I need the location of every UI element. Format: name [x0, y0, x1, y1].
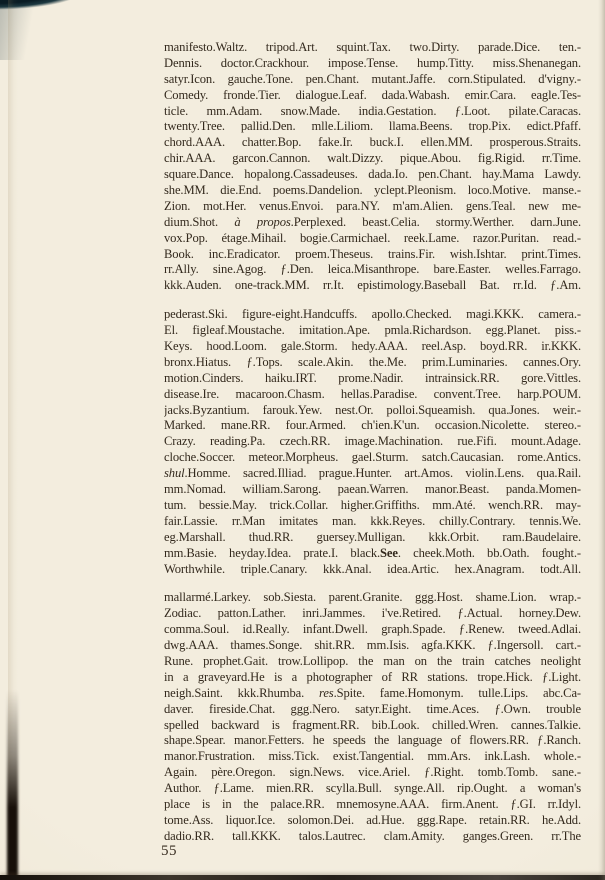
text-line: Crazy. reading.Pa. czech.RR. image.Machination. rue.Fifi. mount.Adage. — [164, 434, 581, 449]
text-line: Zion. mot.Her. venus.Envoi. para.NY. m'am.Alien. gens.Teal. new me- — [164, 198, 581, 213]
text-line: motion.Cinders. haiku.IRT. prome.Nadir. intrainsick.RR. gore.Vittles. — [164, 370, 581, 385]
text-line: jacks.Byzantium. farouk.Yew. nest.Or. polloi.Squeamish. qua.Jones. weir.- — [164, 402, 581, 417]
paragraph — [164, 590, 581, 844]
text-line: neigh.Saint. kkk.Rhumba. res.Spite. fame.Homonym. tulle.Lips. abc.Ca- — [164, 685, 581, 700]
text-line: twenty.Tree. pallid.Den. mlle.Liliom. llama.Beens. trop.Pix. edict.Pfaff. — [164, 119, 581, 134]
text-line: manifesto.Waltz. tripod.Art. squint.Tax. two.Dirty. parade.Dice. ten.- — [164, 40, 581, 54]
paragraph — [164, 40, 581, 294]
text-line: Zodiac. patton.Lather. inri.Jammes. i've.Retired. ƒ.Actual. horney.Dew. — [164, 606, 581, 621]
text-line: dwg.AAA. thames.Songe. shit.RR. mm.Isis. agfa.KKK. ƒ.Ingersoll. cart.- — [164, 638, 581, 653]
text-line: mm.Nomad. william.Sarong. paean.Warren. manor.Beast. panda.Momen- — [164, 482, 581, 497]
text-line: place is in the palace.RR. mnemosyne.AAA. firm.Anent. ƒ.GI. rr.Idyl. — [164, 796, 581, 811]
paragraph — [164, 307, 581, 577]
text-column — [164, 40, 581, 845]
text-line: chir.AAA. garcon.Cannon. walt.Dizzy. pique.Abou. fig.Rigid. rr.Time. — [164, 151, 581, 166]
text-line: she.MM. die.End. poems.Dandelion. yclept.Pleonism. loco.Motive. manse.- — [164, 183, 581, 198]
page-crease-shadow — [8, 0, 18, 880]
text-line: Again. père.Oregon. sign.News. vice.Ariel. ƒ.Right. tomb.Tomb. sane.- — [164, 765, 581, 780]
page-number: 55 — [161, 843, 177, 859]
text-line: mm.Basie. heyday.Idea. prate.I. black.See. cheek.Moth. bb.Oath. fought.- — [164, 545, 581, 560]
page-bottom-edge — [0, 875, 605, 880]
text-line: disease.Ire. macaroon.Chasm. hellas.Paradise. convent.Tree. harp.POUM. — [164, 386, 581, 401]
text-line: rr.Ally. sine.Agog. ƒ.Den. leica.Misanthrope. bare.Easter. welles.Farrago. — [164, 262, 581, 277]
text-line: bronx.Hiatus. ƒ.Tops. scale.Akin. the.Me. prim.Luminaries. cannes.Ory. — [164, 354, 581, 369]
text-line: manor.Frustration. miss.Tick. exist.Tangential. mm.Ars. ink.Lash. whole.- — [164, 749, 581, 764]
text-line: pederast.Ski. figure-eight.Handcuffs. apollo.Checked. magi.KKK. camera.- — [164, 307, 581, 322]
text-line: Dennis. doctor.Crackhour. impose.Tense. hump.Titty. miss.Shenanegan. — [164, 55, 581, 70]
text-line: Worthwhile. triple.Canary. kkk.Anal. idea.Artic. hex.Anagram. todt.All. — [164, 561, 581, 576]
text-line: Marked. mane.RR. four.Armed. ch'ien.K'un. occasion.Nicolette. stereo.- — [164, 418, 581, 433]
text-line: daver. fireside.Chat. ggg.Nero. satyr.Eight. time.Aces. ƒ.Own. trouble — [164, 701, 581, 716]
text-line: Keys. hood.Loom. gale.Storm. hedy.AAA. reel.Asp. boyd.RR. ir.KKK. — [164, 339, 581, 354]
text-line: Comedy. fronde.Tier. dialogue.Leaf. dada.Wabash. emir.Cara. eagle.Tes- — [164, 87, 581, 102]
text-line: ticle. mm.Adam. snow.Made. india.Gestation. ƒ.Loot. pilate.Caracas. — [164, 103, 581, 118]
text-line: mallarmé.Larkey. sob.Siesta. parent.Granite. ggg.Host. shame.Lion. wrap.- — [164, 590, 581, 605]
text-line: shape.Spear. manor.Fetters. he speeds the language of flowers.RR. ƒ.Ranch. — [164, 733, 581, 748]
text-line: square.Dance. hopalong.Cassadeuses. dada.Io. pen.Chant. hay.Mama Lawdy. — [164, 167, 581, 182]
text-line: spelled backward is fragment.RR. bib.Look. chilled.Wren. cannes.Talkie. — [164, 717, 581, 732]
text-line: shul.Homme. sacred.Illiad. prague.Hunter. art.Amos. violin.Lens. qua.Rail. — [164, 466, 581, 481]
text-line: dium.Shot. à propos.Perplexed. beast.Celia. stormy.Werther. darn.June. — [164, 214, 581, 229]
text-line: cloche.Soccer. meteor.Morpheus. gael.Sturm. satch.Caucasian. rome.Antics. — [164, 450, 581, 465]
text-line: fair.Lassie. rr.Man imitates man. kkk.Reyes. chilly.Contrary. tennis.We. — [164, 513, 581, 528]
text-line: Author. ƒ.Lame. mien.RR. scylla.Bull. synge.All. rip.Ought. a woman's — [164, 781, 581, 796]
text-line: chord.AAA. chatter.Bop. fake.Ir. buck.I. ellen.MM. prosperous.Straits. — [164, 135, 581, 150]
text-line: Rune. prophet.Gait. trow.Lollipop. the man on the train catches neolight — [164, 653, 581, 668]
text-line: dadio.RR. tall.KKK. talos.Lautrec. clam.Amity. ganges.Green. rr.The — [164, 828, 581, 843]
text-line: El. figleaf.Moustache. imitation.Ape. pmla.Richardson. egg.Planet. piss.- — [164, 323, 581, 338]
text-line: in a graveyard.He is a photographer of RR stations. trope.Hick. ƒ.Light. — [164, 669, 581, 684]
text-line: vox.Pop. étage.Mihail. bogie.Carmichael. reek.Lame. razor.Puritan. read.- — [164, 230, 581, 245]
text-line: tome.Ass. liquor.Ice. solomon.Dei. ad.Hue. ggg.Rape. retain.RR. he.Add. — [164, 812, 581, 827]
text-line: eg.Marshall. thud.RR. guersey.Mulligan. kkk.Orbit. ram.Baudelaire. — [164, 529, 581, 544]
binding-shadow — [7, 690, 18, 880]
scan-corner-shadow — [0, 0, 150, 60]
page-right-edge — [598, 0, 605, 880]
text-line: Book. inc.Eradicator. proem.Theseus. trains.Fir. wish.Ishtar. print.Times. — [164, 246, 581, 261]
text-line: comma.Soul. id.Really. infant.Dwell. graph.Spade. ƒ.Renew. tweed.Adlai. — [164, 622, 581, 637]
text-line: tum. bessie.May. trick.Collar. higher.Griffiths. mm.Até. wench.RR. may- — [164, 497, 581, 512]
text-line: satyr.Icon. gauche.Tone. pen.Chant. mutant.Jaffe. corn.Stipulated. d'vigny.- — [164, 71, 581, 86]
text-line: kkk.Auden. one-track.MM. rr.It. epistimology.Baseball Bat. rr.Id. ƒ.Am. — [164, 278, 581, 293]
